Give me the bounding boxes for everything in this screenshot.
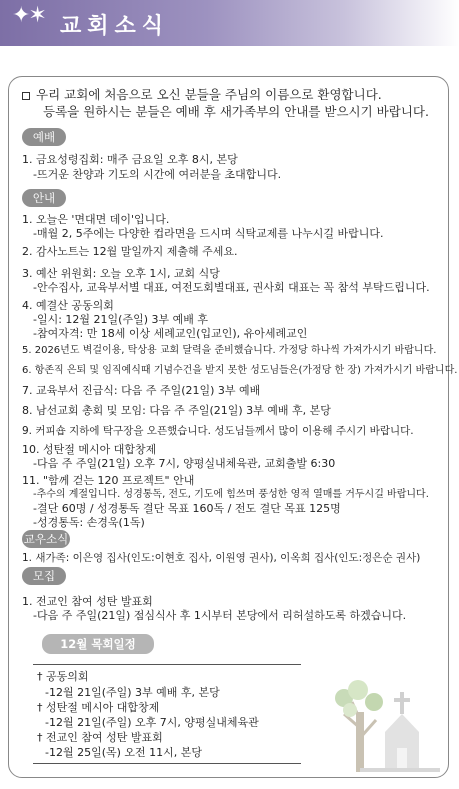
meeting-line: -다음 주 주일(21일) 점심식사 후 1시부터 본당에서 리허설하도록 하겠습니다. xyxy=(33,609,407,622)
meeting-line: 1. 전교인 참여 성탄 발표회 xyxy=(22,595,153,608)
intro-line-1: 우리 교회에 처음으로 오신 분들을 주님의 이름으로 환영합니다. xyxy=(22,86,382,103)
notice-line: -일시: 12월 21일(주일) 3부 예배 후 xyxy=(33,313,208,326)
schedule-line: † 공동의회 xyxy=(37,670,89,683)
notice-line: 4. 예결산 공동의회 xyxy=(22,299,114,312)
notice-line: 7. 교육부서 진급식: 다음 주 주일(21일) 3부 예배 xyxy=(22,384,261,397)
schedule-line: -12월 21일(주일) 오후 7시, 양평실내체육관 xyxy=(45,716,259,729)
notice-line: -결단 60명 / 성경통독 결단 목표 160독 / 전도 결단 목표 125명 xyxy=(33,502,341,515)
divider xyxy=(33,664,301,665)
checkbox-bullet-icon xyxy=(22,92,30,100)
notice-line: 10. 성탄절 메시아 대합창제 xyxy=(22,443,157,456)
member-news-line: 1. 새가족: 이은영 집사(인도:이현호 집사, 이원영 권사), 이옥희 집사(인도:정은순 권사) xyxy=(22,552,421,564)
notice-line: 2. 감사노트는 12월 말일까지 제출해 주세요. xyxy=(22,245,238,258)
worship-label: 예배 xyxy=(22,128,66,146)
sparkle-icon: ✦✶ xyxy=(12,3,45,28)
schedule-label: 12월 목회일정 xyxy=(42,634,154,654)
notice-line: -성경통독: 손경욱(1독) xyxy=(33,516,145,529)
divider xyxy=(33,763,301,764)
member-news-label: 교우소식 xyxy=(23,532,69,546)
notice-line: -참여자격: 만 18세 이상 세례교인(입교인), 유아세례교인 xyxy=(33,327,308,340)
notice-label: 안내 xyxy=(22,189,66,207)
notice-line: 8. 남선교회 총회 및 모임: 다음 주 주일(21일) 3부 예배 후, 본당 xyxy=(22,404,331,417)
notice-line: -추수의 계절입니다. 성경통독, 전도, 기도에 힘쓰며 풍성한 영적 열매를 거두시길 바랍니다. xyxy=(33,489,429,500)
notice-line: 6. 항존직 은퇴 및 임직예식때 기념수건을 받지 못한 성도님들은(가정당 한 장) 가져가시기 바랍니다. xyxy=(22,365,458,376)
intro-line-2: 등록을 원하시는 분들은 예배 후 새가족부의 안내를 받으시기 바랍니다. xyxy=(43,104,429,119)
notice-line: 5. 2026년도 벽걸이용, 탁상용 교회 달력을 준비했습니다. 가정당 하나씩 가져가시기 바랍니다. xyxy=(22,345,437,356)
worship-line: -뜨거운 찬양과 기도의 시간에 여러분을 초대합니다. xyxy=(33,168,282,181)
schedule-line: -12월 25일(목) 오전 11시, 본당 xyxy=(45,746,203,759)
notice-line: 3. 예산 위원회: 오늘 오후 1시, 교회 식당 xyxy=(22,267,220,280)
schedule-line: -12월 21일(주일) 3부 예배 후, 본당 xyxy=(45,686,220,699)
meeting-label: 모집 xyxy=(22,567,66,585)
notice-line: -다음 주 주일(21일) 오후 7시, 양평실내체육관, 교회출발 6:30 xyxy=(33,457,336,470)
section-header xyxy=(0,0,459,46)
tree-church-illustration-icon xyxy=(330,668,440,776)
notice-line: -매월 2, 5주에는 다양한 컵라면을 드시며 식탁교제를 나누시길 바랍니다. xyxy=(33,227,384,240)
notice-line: -안수집사, 교육부서별 대표, 여전도회별대표, 권사회 대표는 꼭 참석 부탁드립니다. xyxy=(33,281,430,294)
schedule-line: † 전교인 참여 성탄 발표회 xyxy=(37,731,163,744)
worship-line: 1. 금요성령집회: 매주 금요일 오후 8시, 본당 xyxy=(22,153,238,166)
notice-line: 1. 오늘은 '면대면 데이'입니다. xyxy=(22,213,170,226)
notice-line: 11. "함께 걷는 120 프로젝트" 안내 xyxy=(22,474,195,487)
section-title: 교회소식 xyxy=(60,14,170,39)
schedule-line: † 성탄절 메시아 대합창제 xyxy=(37,701,160,714)
notice-line: 9. 커피숍 지하에 탁구장을 오픈했습니다. 성도님들께서 많이 이용해 주시기 바랍니다. xyxy=(22,425,414,437)
